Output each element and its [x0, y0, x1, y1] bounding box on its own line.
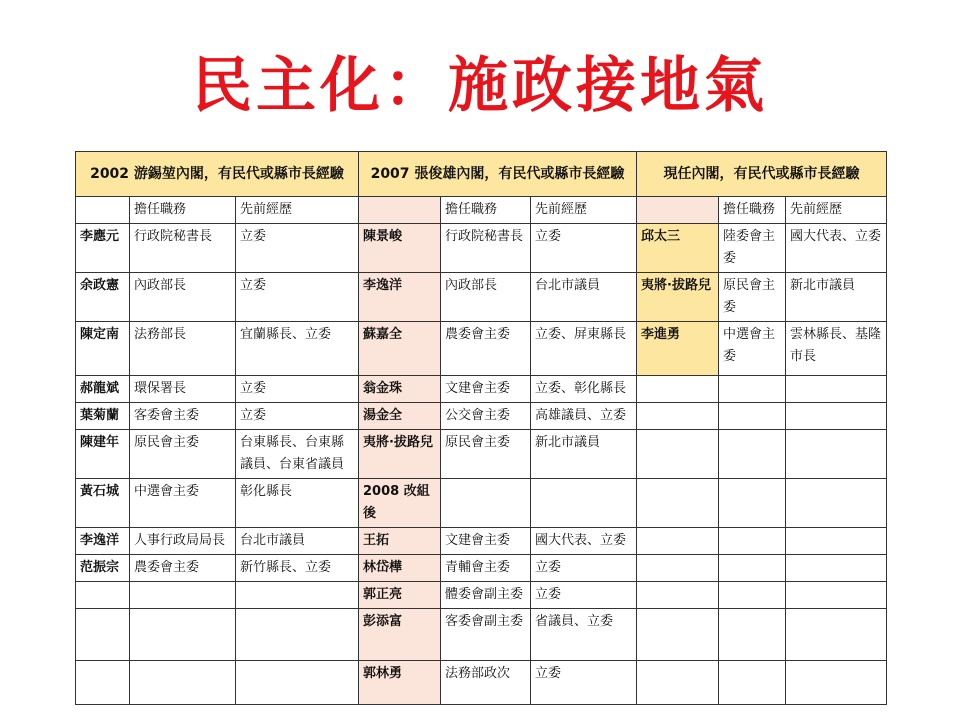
- member-name: 彭添富: [359, 609, 441, 661]
- member-experience: [786, 661, 887, 705]
- member-experience: [786, 609, 887, 661]
- member-experience: 台北市議員: [531, 273, 637, 322]
- member-name: 陳建年: [76, 430, 130, 479]
- subheader-name-cell: [637, 197, 719, 224]
- header-row: [76, 152, 887, 197]
- member-name: [637, 479, 719, 528]
- member-experience: 立委: [236, 224, 359, 273]
- member-experience: [236, 582, 359, 609]
- member-role: 原民會主委: [130, 430, 236, 479]
- subheader-exp: 先前經歷: [236, 197, 359, 224]
- subheader-role: 擔任職務: [719, 197, 786, 224]
- member-experience: 宜蘭縣長、立委: [236, 322, 359, 376]
- member-role: 原民會主委: [441, 430, 531, 479]
- member-name: 林岱樺: [359, 555, 441, 582]
- member-experience: 台北市議員: [236, 528, 359, 555]
- member-role: 人事行政局局長: [130, 528, 236, 555]
- member-experience: 立委: [236, 273, 359, 322]
- table-row: [76, 609, 887, 661]
- member-experience: 省議員、立委: [531, 609, 637, 661]
- member-name: [76, 661, 130, 705]
- member-role: 青輔會主委: [441, 555, 531, 582]
- member-role: 行政院秘書長: [130, 224, 236, 273]
- member-experience: [786, 376, 887, 403]
- member-name: 李應元: [76, 224, 130, 273]
- member-experience: [236, 609, 359, 661]
- member-name: 陳景峻: [359, 224, 441, 273]
- table-row: [76, 224, 887, 273]
- member-role: [130, 582, 236, 609]
- member-experience: 國大代表、立委: [786, 224, 887, 273]
- member-name: 葉菊蘭: [76, 403, 130, 430]
- member-name: 邱太三: [637, 224, 719, 273]
- member-name: 夷將·拔路兒: [359, 430, 441, 479]
- member-role: [719, 479, 786, 528]
- member-experience: [236, 661, 359, 705]
- member-role: 環保署長: [130, 376, 236, 403]
- member-experience: [786, 430, 887, 479]
- member-role: [719, 528, 786, 555]
- member-name: 李進勇: [637, 322, 719, 376]
- member-name: [637, 528, 719, 555]
- member-experience: 立委、屏東縣長: [531, 322, 637, 376]
- member-experience: 新北市議員: [531, 430, 637, 479]
- member-name: 湯金全: [359, 403, 441, 430]
- member-experience: 國大代表、立委: [531, 528, 637, 555]
- subheader-name-cell: [76, 197, 130, 224]
- member-role: 中選會主委: [130, 479, 236, 528]
- table-row: [76, 582, 887, 609]
- member-name: 郭林勇: [359, 661, 441, 705]
- page-title: 民主化：施政接地氣: [192, 51, 768, 121]
- member-name: [76, 582, 130, 609]
- member-experience: 立委、彰化縣長: [531, 376, 637, 403]
- subheader-role: 擔任職務: [130, 197, 236, 224]
- member-role: [719, 430, 786, 479]
- subheader-exp: 先前經歷: [786, 197, 887, 224]
- member-experience: 立委: [236, 403, 359, 430]
- subheader-exp: 先前經歷: [531, 197, 637, 224]
- cabinet-header-3: 現任內閣，有民代或縣市長經驗: [637, 152, 887, 197]
- member-experience: 新竹縣長、立委: [236, 555, 359, 582]
- member-name: 李逸洋: [76, 528, 130, 555]
- cabinet-header-1: 2002 游錫堃內閣，有民代或縣市長經驗: [76, 152, 359, 197]
- member-role: 內政部長: [441, 273, 531, 322]
- table-row: [76, 479, 887, 528]
- member-experience: 台東縣長、台東縣議員、台東省議員: [236, 430, 359, 479]
- member-name: 蘇嘉全: [359, 322, 441, 376]
- table-row: [76, 273, 887, 322]
- member-experience: 立委: [531, 661, 637, 705]
- table-row: [76, 376, 887, 403]
- member-role: 農委會主委: [441, 322, 531, 376]
- member-experience: [786, 555, 887, 582]
- member-name: 郭正亮: [359, 582, 441, 609]
- table-row: [76, 403, 887, 430]
- member-role: 客委會副主委: [441, 609, 531, 661]
- member-role: 公交會主委: [441, 403, 531, 430]
- member-name: [637, 403, 719, 430]
- member-role: 原民會主委: [719, 273, 786, 322]
- member-role: [130, 661, 236, 705]
- member-role: [719, 582, 786, 609]
- member-name: [637, 661, 719, 705]
- member-role: 法務部政次: [441, 661, 531, 705]
- member-role: 客委會主委: [130, 403, 236, 430]
- member-experience: 立委: [531, 224, 637, 273]
- member-name: [637, 430, 719, 479]
- member-role: [719, 403, 786, 430]
- member-role: [130, 609, 236, 661]
- member-experience: [786, 479, 887, 528]
- subheader-role: 擔任職務: [441, 197, 531, 224]
- cabinet-header-2: 2007 張俊雄內閣，有民代或縣市長經驗: [359, 152, 637, 197]
- member-experience: [786, 403, 887, 430]
- member-role: 法務部長: [130, 322, 236, 376]
- member-name: 余政憲: [76, 273, 130, 322]
- subheader-name-cell: [359, 197, 441, 224]
- member-experience: 高雄議員、立委: [531, 403, 637, 430]
- member-role: 農委會主委: [130, 555, 236, 582]
- member-name: 陳定南: [76, 322, 130, 376]
- member-name: [76, 609, 130, 661]
- member-role: [719, 555, 786, 582]
- table-row: [76, 661, 887, 705]
- member-role: 內政部長: [130, 273, 236, 322]
- member-role: 文建會主委: [441, 376, 531, 403]
- member-name: 黃石城: [76, 479, 130, 528]
- member-experience: 立委: [531, 555, 637, 582]
- member-name: 王拓: [359, 528, 441, 555]
- member-experience: [786, 582, 887, 609]
- member-role: [441, 479, 531, 528]
- member-experience: 雲林縣長、基隆市長: [786, 322, 887, 376]
- member-experience: [531, 479, 637, 528]
- member-name: 李逸洋: [359, 273, 441, 322]
- member-role: [719, 609, 786, 661]
- member-experience: 立委: [236, 376, 359, 403]
- cabinet-table: [75, 151, 887, 705]
- table-row: [76, 555, 887, 582]
- member-role: [719, 376, 786, 403]
- member-name: 范振宗: [76, 555, 130, 582]
- member-name: [637, 376, 719, 403]
- member-experience: [786, 528, 887, 555]
- subheader-row: [76, 197, 887, 224]
- member-experience: 新北市議員: [786, 273, 887, 322]
- member-role: [719, 661, 786, 705]
- member-role: 行政院秘書長: [441, 224, 531, 273]
- member-name: 翁金珠: [359, 376, 441, 403]
- member-role: 體委會副主委: [441, 582, 531, 609]
- table-row: [76, 322, 887, 376]
- member-name: 郝龍斌: [76, 376, 130, 403]
- member-role: 文建會主委: [441, 528, 531, 555]
- member-experience: 彰化縣長: [236, 479, 359, 528]
- member-name: 2008 改組後: [359, 479, 441, 528]
- member-name: [637, 555, 719, 582]
- table-row: [76, 430, 887, 479]
- member-name: 夷將·拔路兒: [637, 273, 719, 322]
- member-role: 陸委會主委: [719, 224, 786, 273]
- member-role: 中選會主委: [719, 322, 786, 376]
- member-experience: 立委: [531, 582, 637, 609]
- member-name: [637, 582, 719, 609]
- member-name: [637, 609, 719, 661]
- table-row: [76, 528, 887, 555]
